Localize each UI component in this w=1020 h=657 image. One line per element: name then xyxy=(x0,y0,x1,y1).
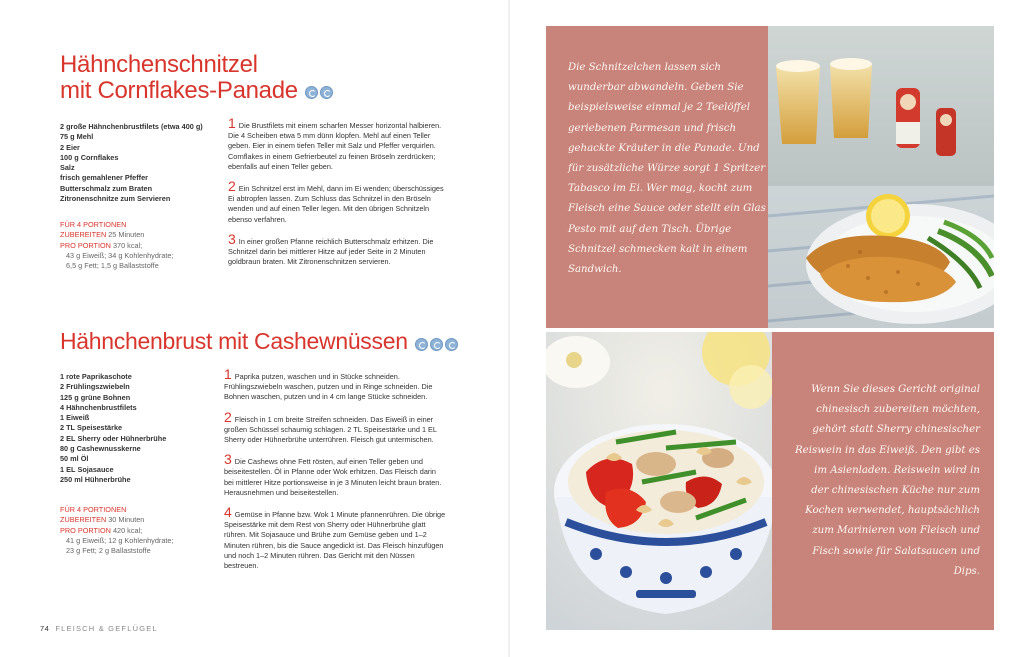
prep-label: ZUBEREITEN xyxy=(60,230,107,240)
step-number: 3 xyxy=(224,451,232,468)
step-text: In einer großen Pfanne reichlich Butterschmalz erhitzen. Die Schnitzel darin bei mittlerer Hitze auf jeder Seite in 2 Minuten goldbraun braten. Mit Zitronenschnitzen servieren. xyxy=(228,236,434,267)
ingredient-amount: 2 xyxy=(60,382,65,392)
ingredient-item xyxy=(60,163,203,173)
step xyxy=(228,115,450,172)
portion-label: PRO PORTION xyxy=(60,240,111,250)
ingredient-name: Salz xyxy=(60,163,75,173)
ingredient-amount: 1 xyxy=(60,413,65,423)
difficulty-rating xyxy=(413,330,458,356)
ingredient-item xyxy=(60,454,166,464)
ingredient-name: Zitronenschnitze zum Servieren xyxy=(60,194,171,204)
ingredient-item xyxy=(60,372,166,382)
ingredient-item xyxy=(60,403,166,413)
ingredient-amount: 50 ml xyxy=(60,454,79,464)
ingredient-item xyxy=(60,382,166,392)
step-number: 4 xyxy=(224,504,232,521)
step-number: 2 xyxy=(224,408,232,425)
ingredient-amount: 125 g xyxy=(60,392,79,402)
portion-value: 420 kcal; xyxy=(112,525,143,535)
ingredient-name: große Hähnchenbrustfilets (etwa 400 g) xyxy=(66,122,203,131)
nutrition-line: 43 g Eiweiß; 34 g Kohlenhydrate; xyxy=(66,250,174,260)
page-footer xyxy=(40,624,158,633)
nutrition-line: 6,5 g Fett; 1,5 g Ballaststoffe xyxy=(66,261,159,271)
ingredient-amount: 2 xyxy=(60,122,65,131)
step xyxy=(224,408,446,446)
ingredient-item xyxy=(60,173,203,183)
page-number: 74 xyxy=(40,624,50,633)
ingredient-amount: 1 xyxy=(60,372,65,381)
schnitzel-illustration xyxy=(768,26,994,328)
servings: FÜR 4 PORTIONEN xyxy=(60,220,127,229)
recipe1-title: Hähnchenschnitzel mit Cornflakes-Panade xyxy=(60,52,333,105)
ingredient-name: frisch gemahlener Pfeffer xyxy=(60,173,148,183)
nutrition-line: 41 g Eiweiß; 12 g Kohlenhydrate; xyxy=(66,535,174,545)
ingredient-amount: 1 EL xyxy=(60,464,76,474)
step-text: Paprika putzen, waschen und in Stücke schneiden. Frühlingszwiebeln waschen, putzen und in Ringe schneiden. Die Bohnen waschen, putzen und in 4 cm lange Stücke schneiden. xyxy=(224,372,433,402)
section-name: FLEISCH & GEFLÜGEL xyxy=(55,624,158,633)
ingredient-item xyxy=(60,194,203,204)
nutrition-line: 23 g Fett; 2 g Ballaststoffe xyxy=(66,546,151,556)
ingredient-item xyxy=(60,465,166,475)
ingredient-amount: 250 ml xyxy=(60,474,83,484)
difficulty-icon xyxy=(430,338,443,351)
ingredient-name: Öl xyxy=(80,454,89,464)
ingredient-name: Speisestärke xyxy=(77,423,123,433)
recipe1-meta xyxy=(60,220,174,271)
ingredient-amount: 80 g xyxy=(60,444,75,454)
difficulty-icon xyxy=(305,86,318,99)
step xyxy=(228,230,450,268)
ingredient-item xyxy=(60,393,166,403)
cashew-chicken-illustration xyxy=(546,332,778,630)
portion-label: PRO PORTION xyxy=(60,525,111,535)
ingredient-amount: 2 TL xyxy=(60,423,75,433)
step-text: Ein Schnitzel erst im Mehl, dann im Ei wenden; überschüssiges Ei abtropfen lassen. Zum Schluss das Schnitzel in den Bröseln wenden und auf einen Teller legen. Mit den übrigen Schnitzeln ebenso verfahren. xyxy=(228,184,444,224)
step-number: 3 xyxy=(228,230,236,247)
ingredient-amount: 100 g xyxy=(60,152,79,162)
ingredient-name: Frühlingszwiebeln xyxy=(66,382,130,392)
ingredient-name: Hähnchenbrustfilets xyxy=(66,402,137,412)
ingredient-item xyxy=(60,132,203,142)
recipe1-steps xyxy=(228,115,450,276)
difficulty-rating xyxy=(303,79,333,105)
ingredient-name: Mehl xyxy=(76,132,94,142)
ingredient-name: rote Paprikaschote xyxy=(66,372,132,381)
recipe2-ingredients xyxy=(60,372,166,485)
ingredient-item xyxy=(60,122,203,132)
step-text: Fleisch in 1 cm breite Streifen schneiden. Das Eiweiß in einer großen Schüssel schaumig schlagen. 2 TL Speisestärke und 1 EL Sherry oder Hühnerbrühe unterrühren. Fleisch gut untermischen. xyxy=(224,414,437,445)
ingredient-name: Hühnerbrühe xyxy=(84,474,131,484)
prep-label: ZUBEREITEN xyxy=(60,515,107,525)
step-text: Gemüse in Pfanne bzw. Wok 1 Minute pfannenrühren. Die übrige Speisestärke mit dem Rest von Sherry oder Hühnerbrühe glatt rühren. Mit Sojasauce und Brühe zum Gemüse geben und 1–2 Minuten rühren, bis die Sauce angedickt ist. Das Fleisch hinzufügen und noch 1–2 Minuten rühren. Das Gericht mit den Nüssen bestreuen. xyxy=(224,510,446,571)
prep-value: 30 Minuten xyxy=(108,515,145,525)
servings: FÜR 4 PORTIONEN xyxy=(60,505,127,514)
ingredient-item xyxy=(60,475,166,485)
step xyxy=(224,504,446,571)
ingredient-amount: 75 g xyxy=(60,132,75,142)
difficulty-icon xyxy=(415,338,428,351)
step-text: Die Cashews ohne Fett rösten, auf einen Teller geben und beiseitestellen. Öl in Pfanne oder Wok erhitzen. Das Fleisch darin bei mittlerer Hitze portionsweise in je 3 Minuten leicht braun braten. Herausnehmen und beiseitestellen. xyxy=(224,457,442,497)
ingredient-name: Cornflakes xyxy=(80,152,119,162)
tip-text-1: Die Schnitzelchen lassen sich wunderbar abwandeln. Geben Sie beispielsweise einmal je 2 Teelöffel geriebenen Parmesan und frisch gehackte Kräuter in die Panade. Und für zusätzliche Würze sorgt 1 Spritzer Tabasco im Ei. Wer mag, kocht zum Fleisch eine Sauce oder stellt ein Glas Pesto mit auf den Tisch. Übrige Schnitzel schmecken kalt in einem Sandwich. xyxy=(568,62,766,276)
step xyxy=(224,451,446,498)
ingredient-amount: 2 xyxy=(60,142,65,152)
schnitzel-photo xyxy=(768,26,994,328)
recipe1-ingredients xyxy=(60,122,203,204)
difficulty-icon xyxy=(320,86,333,99)
ingredient-item xyxy=(60,423,166,433)
ingredient-name: grüne Bohnen xyxy=(80,392,131,402)
tip-panel-1 xyxy=(546,26,778,328)
right-page xyxy=(510,0,1020,657)
difficulty-icon xyxy=(445,338,458,351)
step-text: Die Brustfilets mit einem scharfen Messer horizontal halbieren. Die 4 Scheiben etwa 5 mm dünn klopfen. Mehl auf einen Teller geben. Eier in einem tiefen Teller mit Salz und Pfeffer verquirlen. Cornflakes in einem Gefrierbeutel zu feinen Bröseln zerdrücken; ebenfalls auf einen Teller geben. xyxy=(228,121,442,171)
ingredient-name: Butterschmalz zum Braten xyxy=(60,183,153,193)
prep-value: 25 Minuten xyxy=(108,230,145,240)
ingredient-amount: 4 xyxy=(60,402,65,412)
ingredient-item xyxy=(60,413,166,423)
cashew-chicken-photo xyxy=(546,332,778,630)
ingredient-name: Sojasauce xyxy=(77,464,114,474)
step-number: 1 xyxy=(228,115,236,131)
step-number: 1 xyxy=(224,366,232,382)
ingredient-name: Eiweiß xyxy=(66,413,90,423)
ingredient-amount: 2 EL xyxy=(60,433,76,443)
ingredient-name: Sherry oder Hühnerbrühe xyxy=(77,433,167,443)
ingredient-item xyxy=(60,143,203,153)
ingredient-name: Cashewnusskerne xyxy=(76,444,141,454)
step-number: 2 xyxy=(228,178,236,195)
portion-value: 370 kcal; xyxy=(112,240,143,250)
tip-panel-2 xyxy=(772,332,994,630)
ingredient-item xyxy=(60,184,203,194)
recipe2-meta xyxy=(60,505,174,556)
ingredient-item xyxy=(60,444,166,454)
tip-text-2: Wenn Sie dieses Gericht original chinesisch zubereiten möchten, gehört statt Sherry chinesischer Reiswein in das Eiweiß. Den gibt es im Asienladen. Reiswein wird in der chinesischen Küche nur zum Kochen verwendet, hauptsächlich zum Marinieren von Fleisch und Fisch sowie für Salatsaucen und Dips. xyxy=(795,384,980,577)
recipe2-steps xyxy=(224,366,446,580)
step xyxy=(224,366,446,403)
ingredient-item xyxy=(60,153,203,163)
ingredient-name: Eier xyxy=(66,142,80,152)
ingredient-item xyxy=(60,434,166,444)
step xyxy=(228,178,450,225)
recipe2-title: Hähnchenbrust mit Cashewnüssen xyxy=(60,328,458,356)
